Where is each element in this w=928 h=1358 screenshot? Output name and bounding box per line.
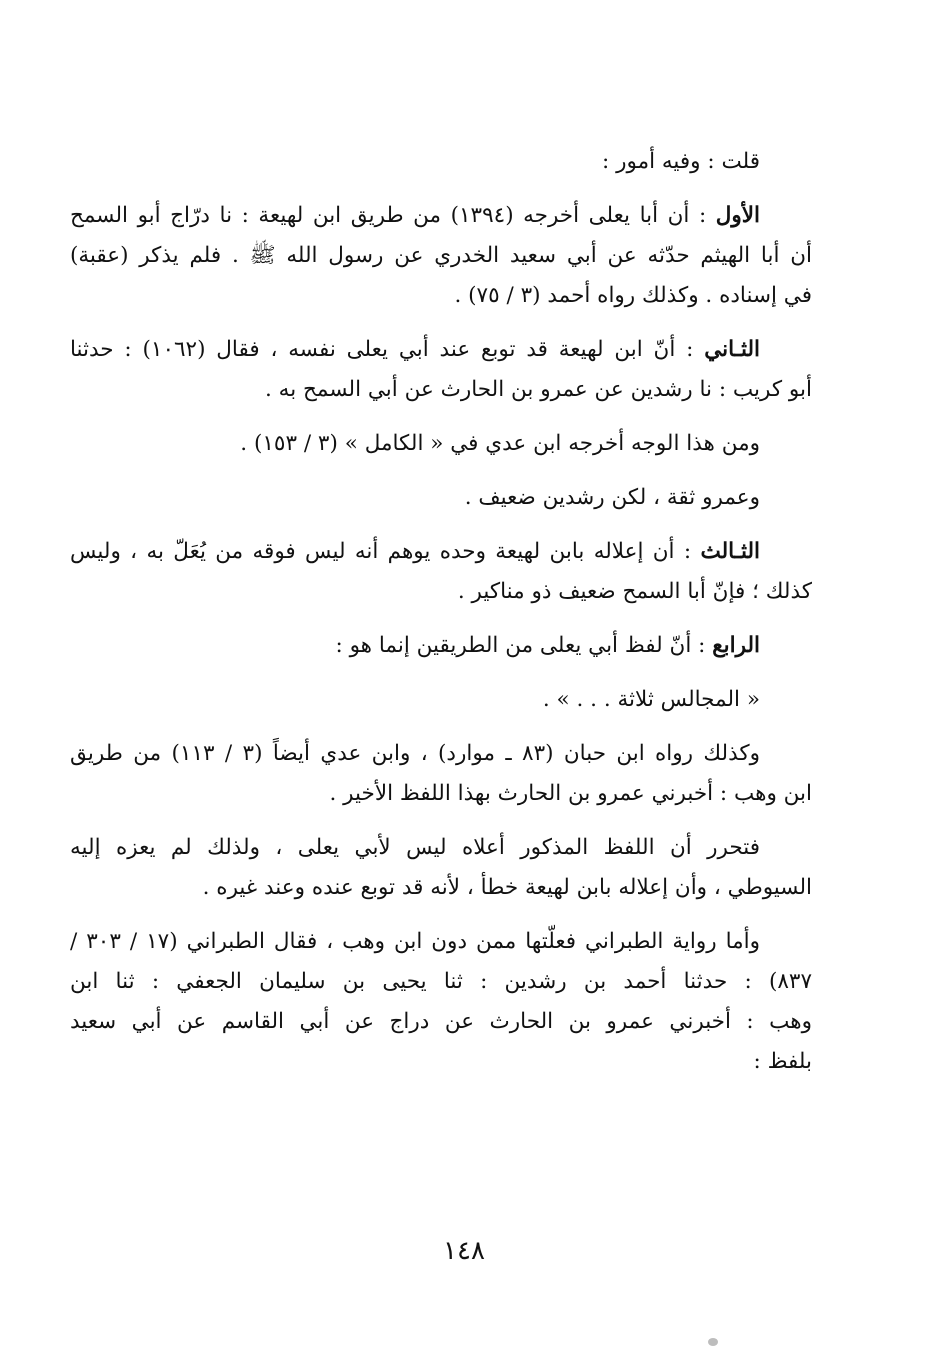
line-text: وأما رواية الطبراني فعلّتها ممن دون ابن وهب ، فقال الطبراني (١٧ / ٣٠٣ /	[70, 929, 760, 954]
paragraph-source-kamil	[70, 424, 812, 464]
text-line	[70, 424, 812, 464]
text-line	[70, 922, 812, 962]
text-line	[70, 370, 812, 410]
text-line	[70, 774, 812, 814]
text-line	[70, 276, 812, 316]
line-text: ومن هذا الوجه أخرجه ابن عدي في « الكامل » (٣ / ١٥٣) .	[240, 431, 760, 456]
line-text: ابن وهب : أخبرني عمرو بن الحارث بهذا اللفظ الأخير .	[329, 781, 812, 806]
text-line	[70, 572, 812, 612]
text-line	[70, 962, 812, 1002]
paragraph-ibn-hibban	[70, 734, 812, 814]
paragraph-first	[70, 196, 812, 316]
text-line	[70, 680, 812, 720]
page-number: ١٤٨	[443, 1236, 485, 1266]
line-text: أبو كريب : نا رشدين عن عمرو بن الحارث عن أبي السمح به .	[265, 377, 812, 402]
line-text: : أنّ ابن لهيعة قد توبع عند أبي يعلى نفسه ، فقال (١٠٦٢) : حدثنا	[70, 337, 705, 362]
paragraph-fourth	[70, 626, 812, 666]
paragraph-label: الأول	[715, 203, 760, 228]
line-text: وكذلك رواه ابن حبان (٨٣ ـ موارد) ، وابن عدي أيضاً (٣ / ١١٣) من طريق	[70, 741, 760, 766]
line-text: السيوطي ، وأن إعلاله بابن لهيعة خطأ ، لأنه قد توبع عنده وعند غيره .	[202, 875, 812, 900]
paragraph-third	[70, 532, 812, 612]
paragraph-narrator-note	[70, 478, 812, 518]
line-text: فتحرر أن اللفظ المذكور أعلاه ليس لأبي يعلى ، ولذلك لم يعزه إليه	[70, 835, 760, 860]
line-text: وهب : أخبرني عمرو بن الحارث عن دراج عن أبي القاسم عن أبي سعيد	[70, 1009, 812, 1034]
paragraph-conclusion	[70, 828, 812, 908]
paragraph-label: الثـالث	[700, 539, 760, 564]
text-line	[70, 626, 812, 666]
paragraph-intro	[70, 142, 812, 182]
text-line	[70, 196, 812, 236]
line-text: « المجالس ثلاثة . . . » .	[542, 687, 760, 712]
text-line	[70, 734, 812, 774]
paragraph-label: الرابع	[712, 633, 760, 658]
text-line	[70, 236, 812, 276]
paragraph-tabarani	[70, 922, 812, 1082]
line-text: وعمرو ثقة ، لكن رشدين ضعيف .	[464, 485, 760, 510]
text-line	[70, 478, 812, 518]
scan-speck	[708, 1338, 718, 1346]
text-line	[70, 868, 812, 908]
line-text: : أن أبا يعلى أخرجه (١٣٩٤) من طريق ابن لهيعة : نا درّاج أبو السمح	[70, 203, 716, 228]
text-line	[70, 1042, 812, 1082]
line-text: في إسناده . وكذلك رواه أحمد (٣ / ٧٥) .	[454, 283, 812, 308]
text-line	[70, 532, 812, 572]
paragraph-quote	[70, 680, 812, 720]
line-text: : أن إعلاله بابن لهيعة وحده يوهم أنه ليس فوقه من يُعَلّ به ، وليس	[70, 539, 701, 564]
text-line	[70, 330, 812, 370]
page-body	[70, 142, 812, 1096]
text-line	[70, 1002, 812, 1042]
paragraph-second	[70, 330, 812, 410]
paragraph-label: الثـاني	[704, 337, 760, 362]
text-line	[70, 828, 812, 868]
line-text: أن أبا الهيثم حدّثه عن أبي سعيد الخدري عن رسول الله ﷺ . فلم يذكر (عقبة)	[70, 243, 812, 268]
line-text: بلفظ :	[753, 1049, 812, 1074]
text-line	[70, 142, 812, 182]
line-text: كذلك ؛ فإنّ أبا السمح ضعيف ذو مناكير .	[457, 579, 812, 604]
line-text: قلت : وفيه أمور :	[602, 149, 760, 174]
line-text: : أنّ لفظ أبي يعلى من الطريقين إنما هو :	[335, 633, 713, 658]
line-text: ٨٣٧) : حدثنا أحمد بن رشدين : ثنا يحيى بن سليمان الجعفي : ثنا ابن	[70, 969, 812, 994]
